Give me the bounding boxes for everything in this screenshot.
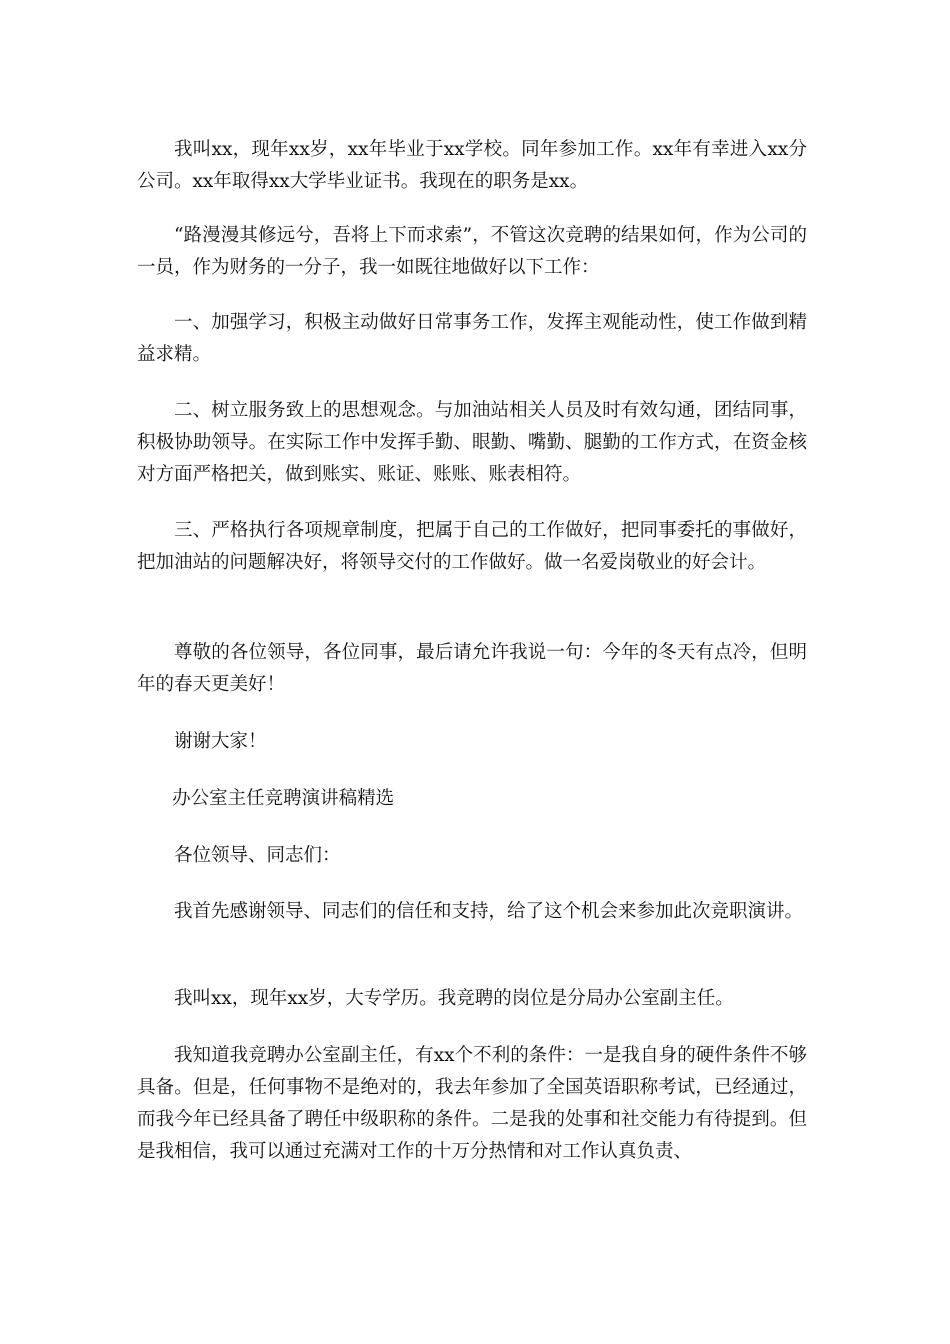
paragraph-quote: “路漫漫其修远兮，吾将上下而求索”，不管这次竞聘的结果如何，作为公司的一员，作为财务的一分子，我一如既往地做好以下工作： [137,225,807,278]
paragraph-greeting: 各位领导、同志们： [174,845,341,866]
paragraph-self-intro: 我叫xx，现年xx岁，大专学历。我竞聘的岗位是分局办公室副主任。 [174,988,734,1009]
paragraph-thanks: 谢谢大家！ [174,731,267,752]
paragraph-conditions: 我知道我竞聘办公室副主任，有xx个不利的条件：一是我自身的硬件条件不够具备。但是，任何事物不是绝对的，我去年参加了全国英语职称考试，已经通过，而我今年已经具备了聘任中级职称的条件。二是我的处事和社交能力有待提到。但是我相信，我可以通过充满对工作的十万分热情和对工作认真负责、 [137,1045,807,1162]
paragraph-item-three: 三、严格执行各项规章制度，把属于自己的工作做好，把同事委托的事做好，把加油站的问题解决好，将领导交付的工作做好。做一名爱岗敬业的好会计。 [137,520,807,573]
paragraph-gratitude: 我首先感谢领导、同志们的信任和支持，给了这个机会来参加此次竞职演讲。 [174,901,804,922]
paragraph-item-two: 二、树立服务致上的思想观念。与加油站相关人员及时有效勾通，团结同事，积极协助领导。在实际工作中发挥手勤、眼勤、嘴勤、腿勤的工作方式，在资金核对方面严格把关，做到账实、账证、账账、账表相符。 [137,400,807,485]
paragraph-intro: 我叫xx，现年xx岁，xx年毕业于xx学校。同年参加工作。xx年有幸进入xx分公司。xx年取得xx大学毕业证书。我现在的职务是xx。 [137,139,807,192]
paragraph-closing: 尊敬的各位领导，各位同事，最后请允许我说一句：今年的冬天有点冷，但明年的春天更美好！ [137,642,807,695]
section-title: 办公室主任竞聘演讲稿精选 [172,788,395,809]
paragraph-item-one: 一、加强学习，积极主动做好日常事务工作，发挥主观能动性，使工作做到精益求精。 [137,312,807,365]
